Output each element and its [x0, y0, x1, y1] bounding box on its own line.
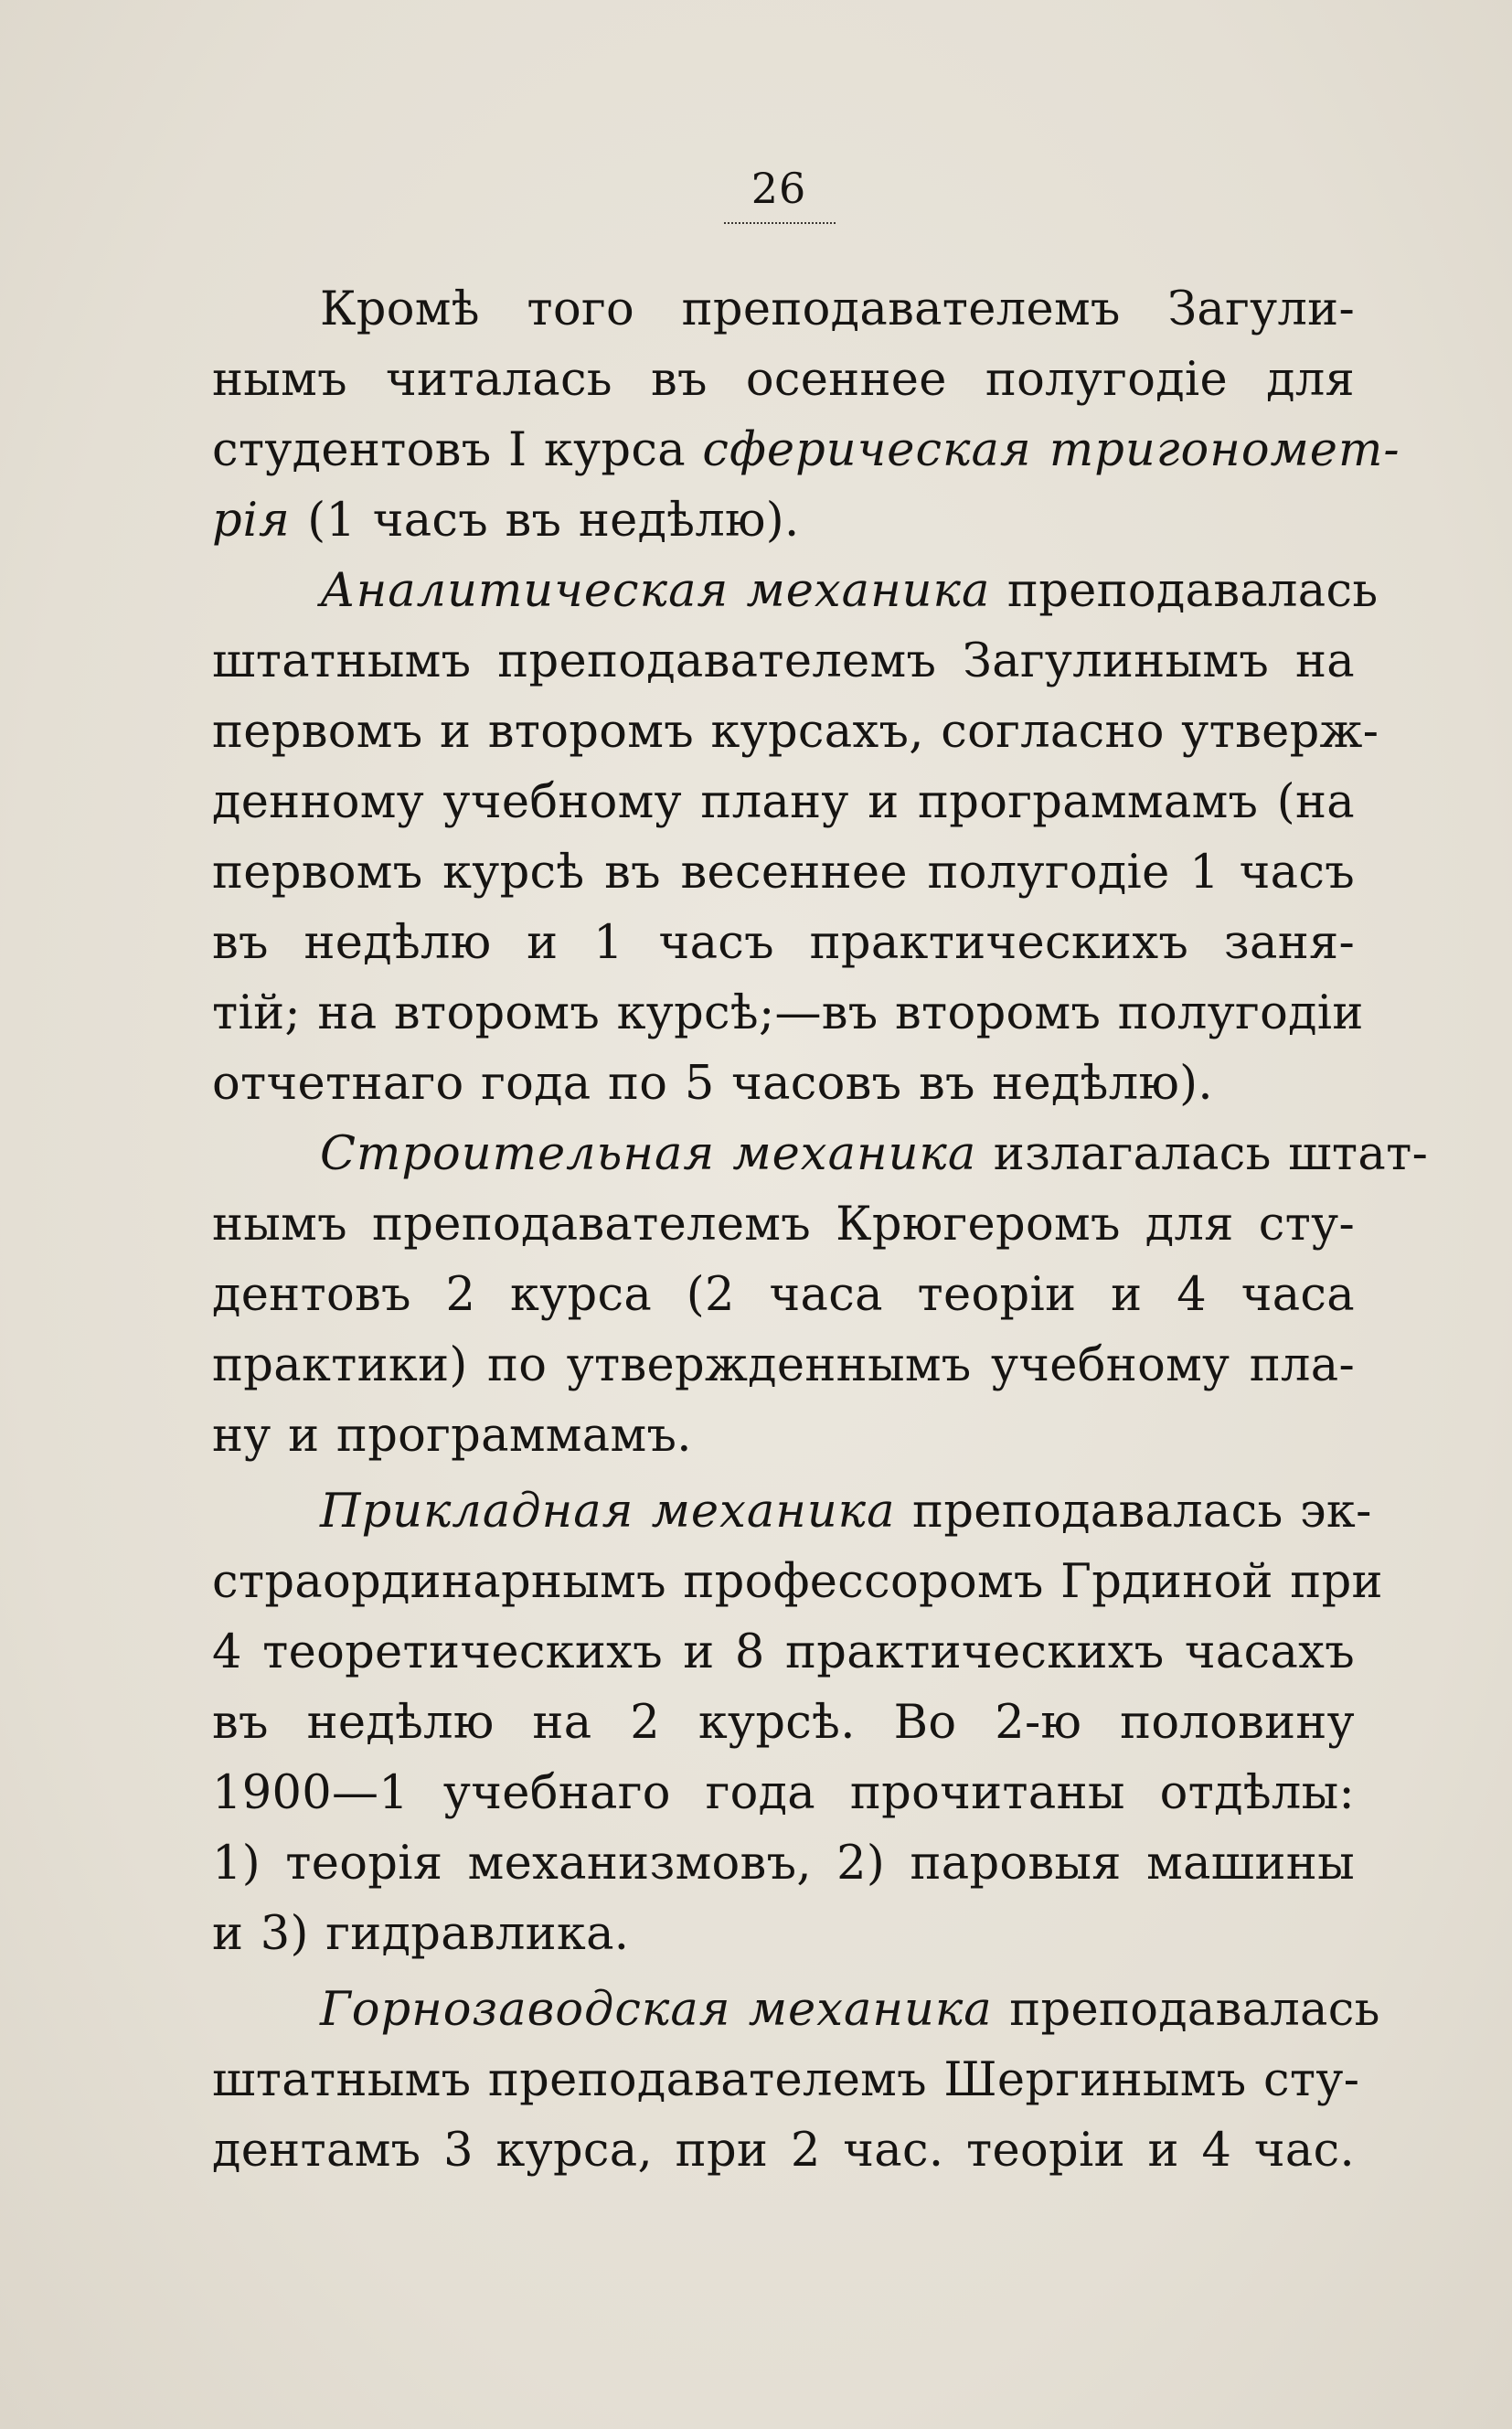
italic-term: сферическая тригономет-: [702, 423, 1400, 477]
text-line: нымъ преподавателемъ Крюгеромъ для сту-: [212, 1198, 1355, 1252]
paragraph-spherical-trigonometry: [212, 274, 1400, 556]
text-line: въ недѣлю и 1 часъ практическихъ заня-: [212, 916, 1355, 970]
paragraph-analytical-mechanics: [212, 556, 1379, 1119]
body-text: [212, 274, 1429, 2186]
text-line: рія (1 часъ въ недѣлю).: [212, 494, 800, 548]
text-line: Кромѣ того преподавателемъ Загули-: [320, 282, 1355, 336]
text-line: студентовъ I курса сферическая тригономет-: [212, 423, 1400, 477]
text-line: первомъ курсѣ въ весеннее полугодіе 1 часъ: [212, 846, 1355, 900]
text-line: отчетнаго года по 5 часовъ въ недѣлю).: [212, 1057, 1213, 1111]
page-number: 26: [751, 164, 807, 213]
text-line: практики) по утвержденнымъ учебному пла-: [212, 1338, 1355, 1392]
text-line: Строительная механика излагалась штат-: [320, 1127, 1429, 1181]
page-number-rule: [724, 222, 836, 224]
text-line: 1) теорія механизмовъ, 2) паровыя машины: [212, 1837, 1355, 1891]
italic-term: Прикладная механика: [320, 1485, 896, 1539]
text-line: Аналитическая механика преподавалась: [320, 564, 1379, 618]
text-line: страординарнымъ профессоромъ Грдиной при: [212, 1555, 1383, 1609]
text-line: штатнымъ преподавателемъ Загулинымъ на: [212, 634, 1355, 688]
italic-term: Аналитическая механика: [320, 564, 991, 618]
text-line: Прикладная механика преподавалась эк-: [320, 1485, 1372, 1539]
text-line: первомъ и второмъ курсахъ, согласно утверж-: [212, 705, 1379, 759]
text-line: въ недѣлю на 2 курсѣ. Во 2-ю половину: [212, 1696, 1355, 1750]
paragraph-mining-mechanics: [212, 1975, 1380, 2186]
paragraph-structural-mechanics: [212, 1119, 1429, 1471]
paragraph-applied-mechanics: [212, 1476, 1383, 1969]
text-line: ну и программамъ.: [212, 1409, 692, 1463]
text-line: штатнымъ преподавателемъ Шергинымъ сту-: [212, 2053, 1360, 2107]
italic-term: Горнозаводская механика: [320, 1983, 993, 2037]
italic-term: Строительная механика: [320, 1127, 977, 1181]
text-line: и 3) гидравлика.: [212, 1907, 630, 1961]
text-line: нымъ читалась въ осеннее полугодіе для: [212, 353, 1355, 407]
text-line: тій; на второмъ курсѣ;—въ второмъ полугодіи: [212, 986, 1364, 1040]
text-line: денному учебному плану и программамъ (на: [212, 775, 1355, 829]
text-line: Горнозаводская механика преподавалась: [320, 1983, 1380, 2037]
italic-term: рія: [212, 494, 291, 548]
text-line: 1900—1 учебнаго года прочитаны отдѣлы:: [212, 1766, 1355, 1820]
text-line: дентовъ 2 курса (2 часа теоріи и 4 часа: [212, 1268, 1355, 1322]
text-line: дентамъ 3 курса, при 2 час. теоріи и 4 час.: [212, 2124, 1355, 2178]
text-line: 4 теоретическихъ и 8 практическихъ часахъ: [212, 1625, 1355, 1679]
